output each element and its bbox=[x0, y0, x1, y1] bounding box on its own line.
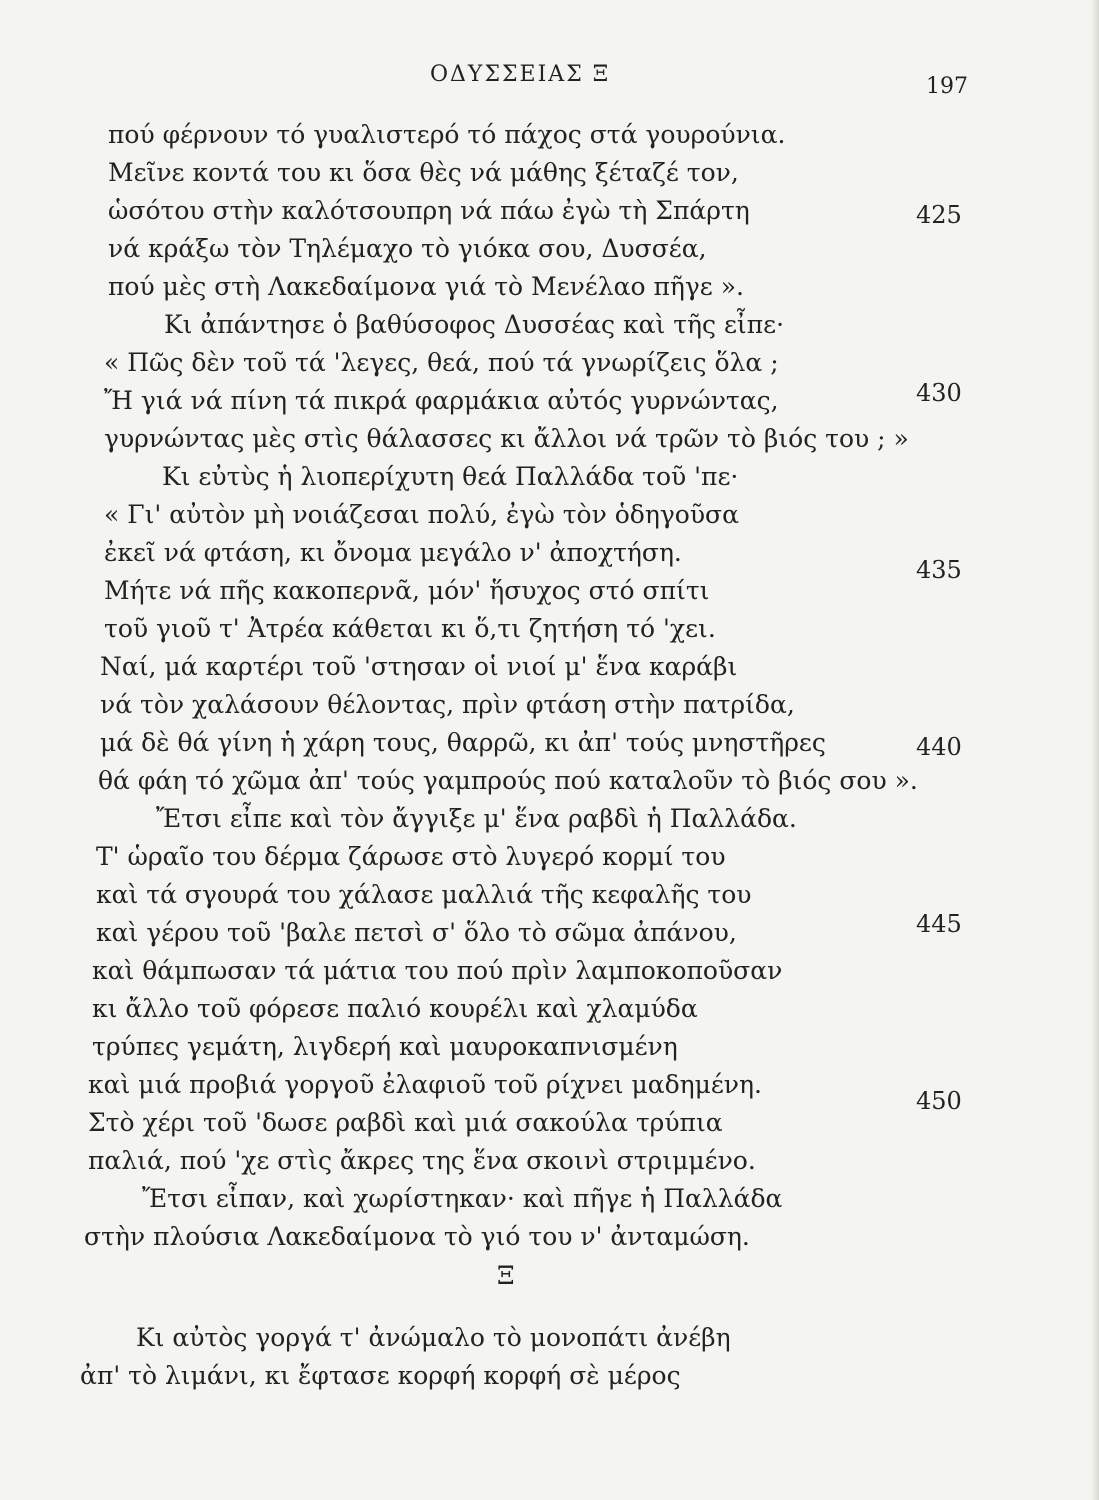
verse-line: Κι εὐτὺς ἡ λιοπερίχυτη θεά Παλλάδα τοῦ 'πε· bbox=[162, 462, 739, 491]
verse-line: Ἤ γιά νά πίνη τά πικρά φαρμάκια αὐτός γυρνώντας, bbox=[104, 386, 779, 415]
verse-line: καὶ γέρου τοῦ 'βαλε πετσὶ σ' ὅλο τὸ σῶμα ἀπάνου, bbox=[96, 918, 737, 947]
book-section-mark: Ξ bbox=[497, 1261, 515, 1290]
verse-line: τρύπες γεμάτη, λιγδερή καὶ μαυροκαπνισμένη bbox=[92, 1032, 678, 1061]
verse-line: Μεῖνε κοντά του κι ὅσα θὲς νά μάθης ξέταζέ τον, bbox=[108, 158, 739, 187]
verse-line: μά δὲ θά γίνη ἡ χάρη τους, θαρρῶ, κι ἀπ' τούς μνηστῆρες bbox=[100, 728, 826, 757]
verse-line: Στὸ χέρι τοῦ 'δωσε ραβδὶ καὶ μιά σακούλα τρύπια bbox=[88, 1108, 723, 1137]
verse-line: πού μὲς στὴ Λακεδαίμονα γιά τὸ Μενέλαο πῆγε ». bbox=[108, 272, 744, 301]
verse-line: καὶ μιά προβιά γοργοῦ ἐλαφιοῦ τοῦ ρίχνει μαδημένη. bbox=[88, 1070, 762, 1099]
page-number: 197 bbox=[926, 74, 968, 99]
verse-line: παλιά, πού 'χε στὶς ἄκρες της ἕνα σκοινὶ στριμμένο. bbox=[88, 1146, 756, 1175]
line-number: 435 bbox=[916, 556, 962, 584]
line-number: 450 bbox=[916, 1087, 962, 1115]
line-number: 430 bbox=[916, 379, 962, 407]
verse-line: ἀπ' τὸ λιμάνι, κι ἔφτασε κορφή κορφή σὲ μέρος bbox=[80, 1361, 681, 1390]
line-number: 445 bbox=[916, 910, 962, 938]
verse-line: καὶ τά σγουρά του χάλασε μαλλιά τῆς κεφαλῆς του bbox=[96, 880, 752, 909]
verse-line: Ἔτσι εἶπαν, καὶ χωρίστηκαν· καὶ πῆγε ἡ Παλλάδα bbox=[142, 1184, 783, 1213]
verse-line: Κι αὐτὸς γοργά τ' ἀνώμαλο τὸ μονοπάτι ἀνέβη bbox=[136, 1323, 731, 1352]
verse-line: κι ἄλλο τοῦ φόρεσε παλιό κουρέλι καὶ χλαμύδα bbox=[92, 994, 698, 1023]
verse-line: Τ' ὡραῖο του δέρμα ζάρωσε στὸ λυγερό κορμί του bbox=[96, 842, 726, 871]
verse-line: Μήτε νά πῆς κακοπερνᾶ, μόν' ἥσυχος στό σπίτι bbox=[104, 576, 710, 605]
verse-line: νά κράξω τὸν Τηλέμαχο τὸ γιόκα σου, Δυσσέα, bbox=[108, 234, 707, 263]
verse-line: θά φάη τό χῶμα ἀπ' τούς γαμπρούς πού καταλοῦν τὸ βιός σου ». bbox=[98, 766, 918, 795]
verse-line: γυρνώντας μὲς στὶς θάλασσες κι ἄλλοι νά τρῶν τὸ βιός του ; » bbox=[104, 424, 909, 453]
verse-line: ἐκεῖ νά φτάση, κι ὄνομα μεγάλο ν' ἀποχτήση. bbox=[104, 538, 682, 567]
verse-line: ὡσότου στὴν καλότσουπρη νά πάω ἐγὼ τὴ Σπάρτη bbox=[108, 196, 750, 225]
verse-line: « Πῶς δὲν τοῦ τά 'λεγες, θεά, πού τά γνωρίζεις ὅλα ; bbox=[104, 348, 779, 377]
verse-line: Ἔτσι εἶπε καὶ τὸν ἄγγιξε μ' ἕνα ραβδὶ ἡ Παλλάδα. bbox=[156, 804, 797, 833]
verse-line: νά τὸν χαλάσουν θέλοντας, πρὶν φτάση στὴν πατρίδα, bbox=[100, 690, 795, 719]
verse-line: καὶ θάμπωσαν τά μάτια του πού πρὶν λαμποκοποῦσαν bbox=[92, 956, 783, 985]
running-header-title: ΟΔΥΣΣΕΙΑΣ Ξ bbox=[430, 62, 611, 87]
line-number: 440 bbox=[916, 733, 962, 761]
line-number: 425 bbox=[916, 201, 962, 229]
verse-line: Κι ἀπάντησε ὁ βαθύσοφος Δυσσέας καὶ τῆς εἶπε· bbox=[164, 310, 785, 339]
page-edge-shadow bbox=[1091, 0, 1099, 1500]
verse-line: τοῦ γιοῦ τ' Ἀτρέα κάθεται κι ὅ,τι ζητήση τό 'χει. bbox=[104, 614, 716, 643]
verse-line: Ναί, μά καρτέρι τοῦ 'στησαν οἱ νιοί μ' ἕνα καράβι bbox=[100, 652, 738, 681]
verse-line: στὴν πλούσια Λακεδαίμονα τὸ γιό του ν' ἀνταμώση. bbox=[84, 1222, 750, 1251]
verse-line: πού φέρνουν τό γυαλιστερό τό πάχος στά γουρούνια. bbox=[108, 120, 786, 149]
verse-line: « Γι' αὐτὸν μὴ νοιάζεσαι πολύ, ἐγὼ τὸν ὁδηγοῦσα bbox=[104, 500, 739, 529]
